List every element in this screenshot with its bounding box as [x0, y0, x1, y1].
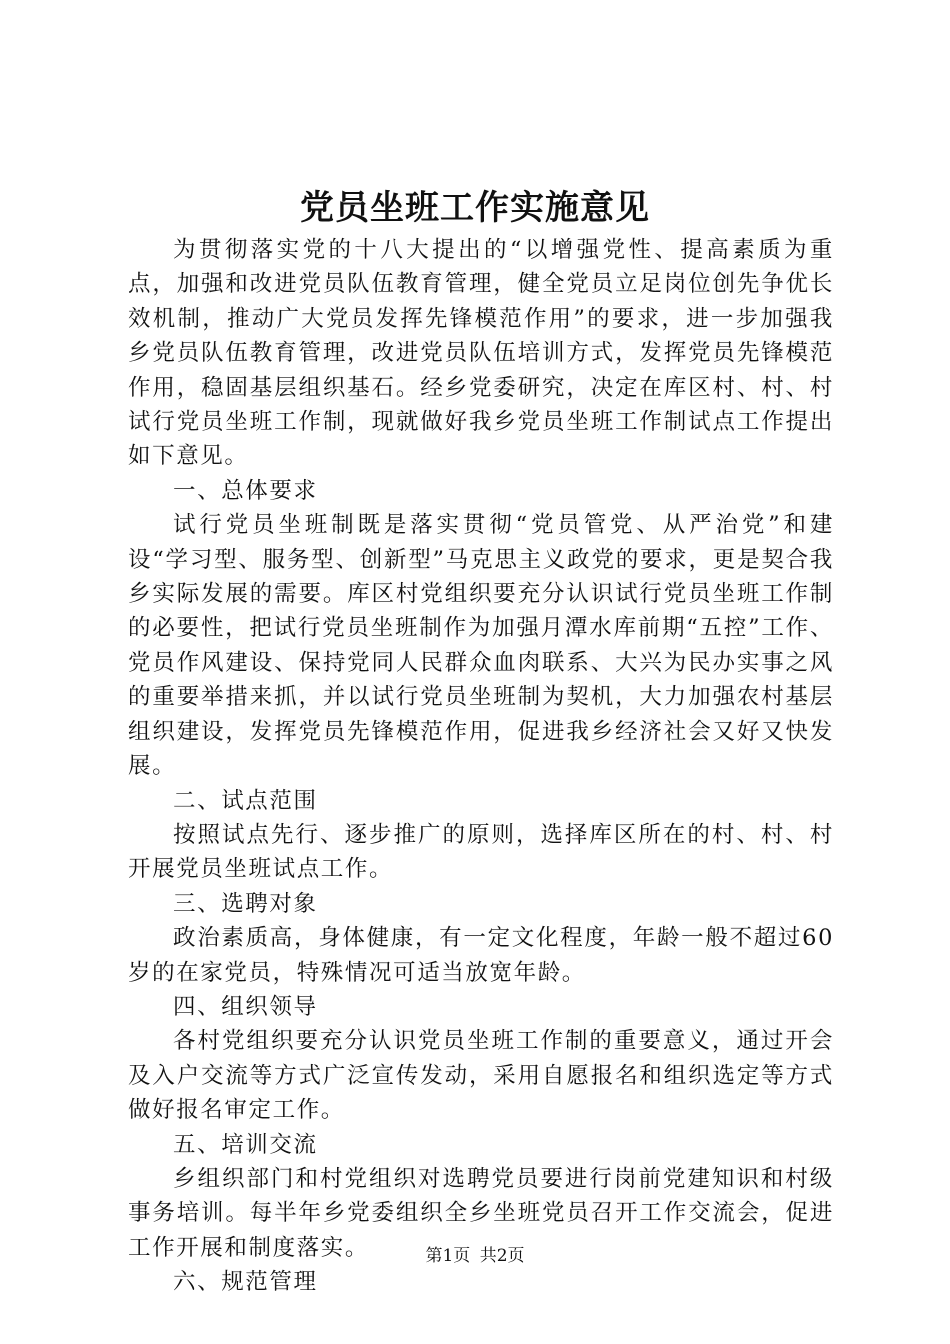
document-title: 党员坐班工作实施意见 — [300, 188, 650, 228]
paragraph-selection: 政治素质高，身体健康，有一定文化程度，年龄一般不超过60岁的在家党员，特殊情况可适当放宽年龄。 — [128, 925, 834, 986]
section-heading-training: 五、培训交流 — [173, 1131, 318, 1158]
section-heading-scope: 二、试点范围 — [173, 787, 318, 814]
paragraph-leadership: 各村党组织要充分认识党员坐班工作制的重要意义，通过开会及入户交流等方式广泛宣传发动，采用自愿报名和组织选定等方式做好报名审定工作。 — [128, 1028, 834, 1124]
intro-paragraph: 为贯彻落实党的十八大提出的“以增强党性、提高素质为重点，加强和改进党员队伍教育管理，健全党员立足岗位创先争优长效机制，推动广大党员发挥先锋模范作用”的要求，进一步加强我乡党员队伍教育管理，改进党员队伍培训方式，发挥党员先锋模范作用，稳固基层组织基石。经乡党委研究，决定在库区村、村、村试行党员坐班工作制，现就做好我乡党员坐班工作制试点工作提出如下意见。 — [128, 237, 834, 470]
paragraph-training: 乡组织部门和村党组织对选聘党员要进行岗前党建知识和村级事务培训。每半年乡党委组织全乡坐班党员召开工作交流会，促进工作开展和制度落实。 — [128, 1165, 834, 1261]
document-body — [128, 233, 834, 1300]
page-footer — [0, 1246, 950, 1266]
paragraph-scope: 按照试点先行、逐步推广的原则，选择库区所在的村、村、村开展党员坐班试点工作。 — [128, 821, 834, 883]
section-heading-general: 一、总体要求 — [173, 477, 318, 504]
section-heading-selection: 三、选聘对象 — [173, 890, 318, 917]
paragraph-general: 试行党员坐班制既是落实贯彻“党员管党、从严治党”和建设“学习型、服务型、创新型”马克思主义政党的要求，更是契合我乡实际发展的需要。库区村党组织要充分认识试行党员坐班工作制的必要性，把试行党员坐班制作为加强月潭水库前期“五控”工作、党员作风建设、保持党同人民群众血肉联系、大兴为民办实事之风的重要举措来抓，并以试行党员坐班制为契机，大力加强农村基层组织建设，发挥党员先锋模范作用，促进我乡经济社会又好又快发展。 — [128, 512, 834, 780]
page-total: 共2页 — [479, 1246, 525, 1266]
section-heading-management: 六、规范管理 — [173, 1269, 318, 1296]
page-number: 第1页 — [425, 1246, 471, 1266]
section-heading-leadership: 四、组织领导 — [173, 993, 318, 1020]
